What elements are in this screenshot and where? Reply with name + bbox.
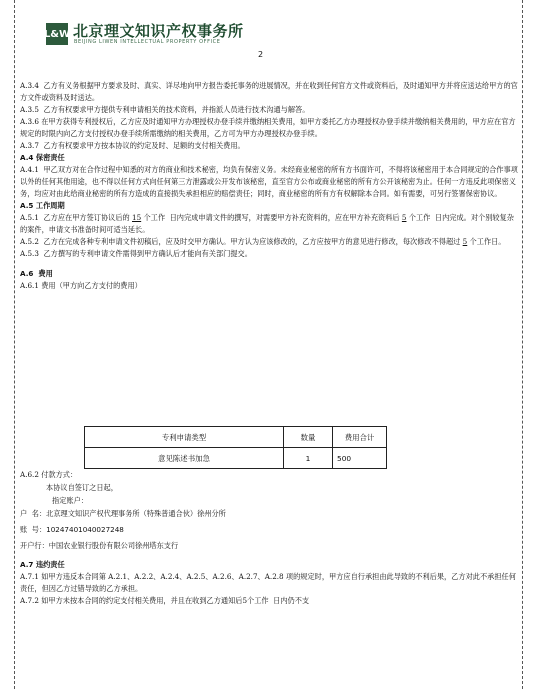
clause-a71: A.7.1 如甲方违反本合同第 A.2.1、A.2.2、A.2.4、A.2.5、A.2.6、A.2.7、A.2.8 项的规定时，甲方应自行承担由此导致的不利后果，乙方对此不承担任何责任，但因乙方过错导致的乙方承担。	[20, 572, 516, 593]
fee-table-header-row	[85, 427, 387, 448]
firm-name: 北京理文知识产权事务所	[73, 22, 244, 40]
clause-a51-text-1: A.5.1 乙方应在甲方签订协议后的	[20, 213, 133, 222]
margin-guide-left	[14, 0, 15, 689]
spacer	[20, 260, 520, 268]
page-number: 2	[258, 50, 264, 59]
fee-table-cell-total: 500	[333, 448, 387, 469]
clause-a53: A.5.3 乙方撰写的专利申请文件需得到甲方确认后才能向有关部门提交。	[20, 249, 252, 258]
account-name: 户 名：北京理文知识产权代理事务所（特殊普通合伙）徐州分所	[20, 509, 226, 518]
section-a5-title: A.5 工作周期	[20, 201, 65, 210]
fee-table	[84, 426, 387, 469]
firm-name-english: BEIJING LIWEN INTELLECTUAL PROPERTY OFFICE	[74, 39, 221, 45]
clause-a61: A.6.1 费用（甲方向乙方支付的费用）	[20, 281, 142, 290]
fee-table-header-type: 专利申请类型	[85, 427, 284, 448]
section-a7-title: A.7 违约责任	[20, 560, 65, 569]
payment-line-2: 指定账户：	[52, 496, 88, 505]
clause-a36: A.3.6 在甲方获得专利授权后，乙方应及时通知甲方办理授权办登手续并缴纳相关费用，如甲方委托乙方办理授权办登手续并缴纳相关费用的，甲方应在官方规定的时限内向乙方支付授权办登手续所需缴纳的相关费用，乙方可为甲方办理授权办登手续。	[20, 117, 516, 138]
clause-a51-text-2: 个工作 日内完成申请文件的撰写，对需要甲方补充资料的，应在甲方补充资料后	[141, 213, 402, 222]
firm-logo-icon: L&W	[46, 23, 68, 45]
clause-a41: A.4.1 甲乙双方对在合作过程中知悉的对方的商业和技术秘密，均负有保密义务。未经商业秘密的所有方书面许可，不得将该秘密用于本合同规定的合作事项以外的任何其他用途，也不得以任何方式向任何第三方泄露或公开发布该秘密，直至官方公布或商业秘密的所有方公开该秘密为止。任何一方违反此项保密义务，均应对由此给商业秘密的所有方造成的直接损失承担相应的赔偿责任；同时，商业秘密的所有方有权解除本合同。如有需要，可另行签署保密协议。	[20, 165, 518, 198]
account-number: 账 号：10247401040027248	[20, 525, 124, 534]
payment-section	[20, 468, 520, 607]
fee-table-header-total: 费用合计	[333, 427, 387, 448]
clause-a52-text-2: 个工作日。	[467, 237, 506, 246]
fee-table-cell-type: 意见陈述书加急	[85, 448, 284, 469]
clause-a51-text-3: 个工作 日内完成。对个别较复杂的案件，申请文书准备时间可适当延长。	[20, 213, 514, 234]
fee-table-header-qty: 数量	[284, 427, 333, 448]
clause-a37: A.3.7 乙方有权要求甲方按本协议的约定及时、足额的支付相关费用。	[20, 141, 245, 150]
margin-guide-right	[522, 0, 523, 689]
clause-a34: A.3.4 乙方有义务根据甲方要求及时、真实、详尽地向甲方报告委托事务的进展情况，并在收到任何官方文件或资料后，及时通知甲方并将应送达给甲方的官方文件或资料及时送达。	[20, 81, 518, 102]
table-row	[85, 448, 387, 469]
clause-a35: A.3.5 乙方有权要求甲方提供专利申请相关的技术资料，并指派人员进行技术沟通与解答。	[20, 105, 310, 114]
clause-a52-text-1: A.5.2 乙方在完成各种专利申请文件初稿后，应及时交甲方确认。甲方认为应该修改的，乙方应按甲方的意见进行修改，每次修改不得超过	[20, 237, 463, 246]
clause-a62: A.6.2 付款方式：	[20, 470, 78, 479]
bank-name: 开户行：中国农业银行股份有限公司徐州塔东支行	[20, 541, 179, 550]
clause-a51-days-1: 15	[132, 213, 142, 222]
section-a6-title: A.6 费用	[20, 269, 53, 278]
clause-a52	[20, 236, 520, 248]
clause-a72: A.7.2 如甲方未按本合同的约定支付相关费用，并且在收到乙方通知后5个工作 日内仍不支	[20, 596, 310, 605]
section-a4-title: A.4 保密责任	[20, 153, 65, 162]
fee-table-cell-qty: 1	[284, 448, 333, 469]
contract-body	[20, 80, 520, 292]
payment-line-1: 本协议自签订之日起，	[46, 483, 118, 492]
clause-a52-days: 5	[462, 237, 468, 246]
clause-a51-days-2: 5	[401, 213, 407, 222]
clause-a51	[20, 212, 520, 236]
